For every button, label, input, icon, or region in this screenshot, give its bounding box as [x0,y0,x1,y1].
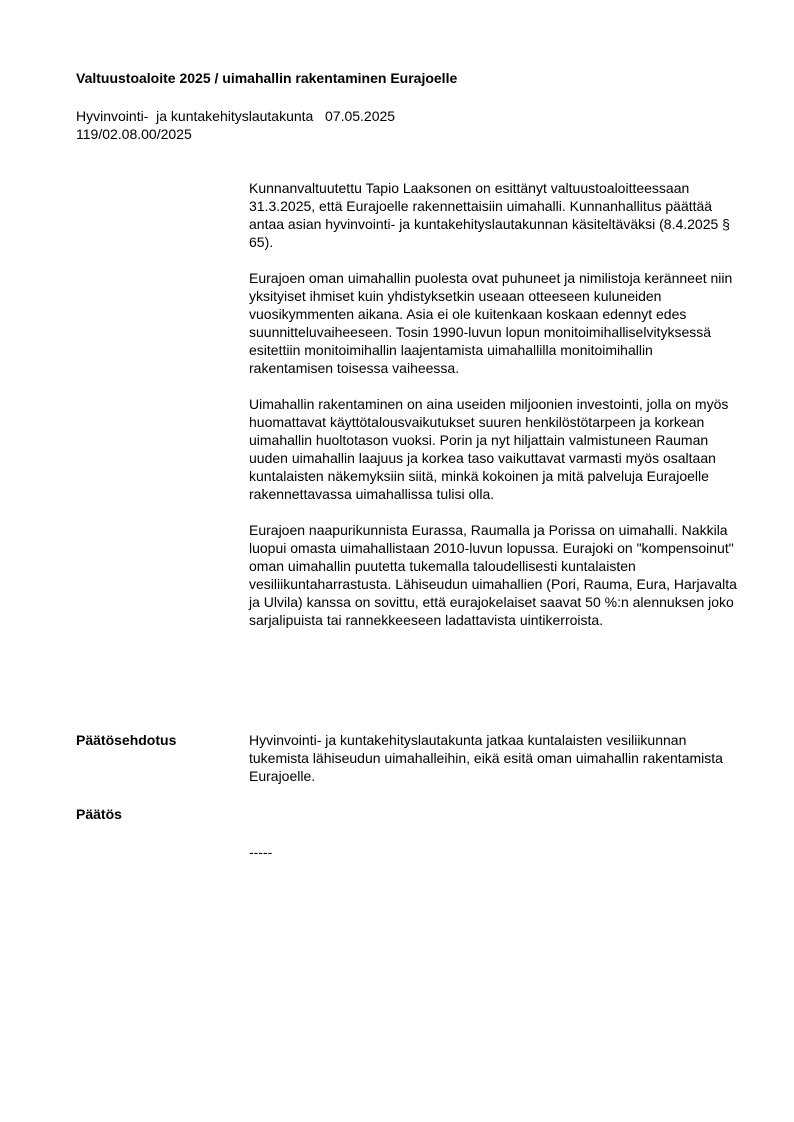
board-date-line: Hyvinvointi- ja kuntakehityslautakunta 07.05.2025 [76,108,396,124]
paragraph: Eurajoen naapurikunnista Eurassa, Raumalla ja Porissa on uimahalli. Nakkila luopui omasta uimahallistaan 2010-luvun lopussa. Eurajoki on "kompensoinut" oman uimahallin puutetta tukemalla taloudellisesti kuntalaisten vesiliikuntaharrastusta. Lähiseudun uimahallien (Pori, Rauma, Eura, Harjavalta ja Ulvila) kanssa on sovittu, että eurajokelaiset saavat 50 %:n alennuksen joko sarjalipuista tai rannekkeeseen ladattavista uintikerroista. [249,522,737,628]
decision-text: ----- [249,844,273,860]
paragraph: Kunnanvaltuutettu Tapio Laaksonen on esittänyt valtuustoaloitteessaan 31.3.2025, että Eurajoelle rakennettaisiin uimahalli. Kunnanhallitus päättää antaa asian hyvinvointi- ja kuntakehityslautakunnan käsiteltäväksi (8.4.2025 § 65). [249,180,730,250]
document-meta [76,107,395,143]
paragraph: Eurajoen oman uimahallin puolesta ovat puhuneet ja nimilistoja keränneet niin yksityiset ihmiset kuin yhdistyksetkin useaan otteeseen kuluneiden vuosikymmenten aikana. Asia ei ole kuitenkaan koskaan edennyt edes suunnitteluvaiheeseen. Tosin 1990-luvun lopun monitoimihalliselvityksessä esitettiin monitoimihallin laajentamista uimahallilla monitoimihallin rakentamisen toisessa vaiheessa. [249,270,733,376]
proposal-text: Hyvinvointi- ja kuntakehityslautakunta jatkaa kuntalaisten vesiliikunnan tukemista lähiseudun uimahalleihin, eikä esitä oman uimahallin rakentamista Eurajoelle. [249,732,723,784]
proposal-label: Päätösehdotus [76,732,177,748]
document-title: Valtuustoaloite 2025 / uimahallin rakentaminen Eurajoelle [76,70,458,86]
paragraph: Uimahallin rakentaminen on aina useiden miljoonien investointi, jolla on myös huomattavat käyttötalousvaikutukset suuren henkilöstötarpeen ja korkean uimahallin huoltotason vuoksi. Porin ja nyt hiljattain valmistuneen Rauman uuden uimahallin laajuus ja korkea taso vaikuttavat varmasti myös osaltaan kuntalaisten näkemyksiin siitä, minkä kokoinen ja mitä palveluja Eurajoelle rakennettavassa uimahallissa tulisi olla. [249,396,729,502]
decision-label: Päätös [76,806,122,822]
document-body [249,179,739,647]
reference-number: 119/02.08.00/2025 [76,126,192,142]
